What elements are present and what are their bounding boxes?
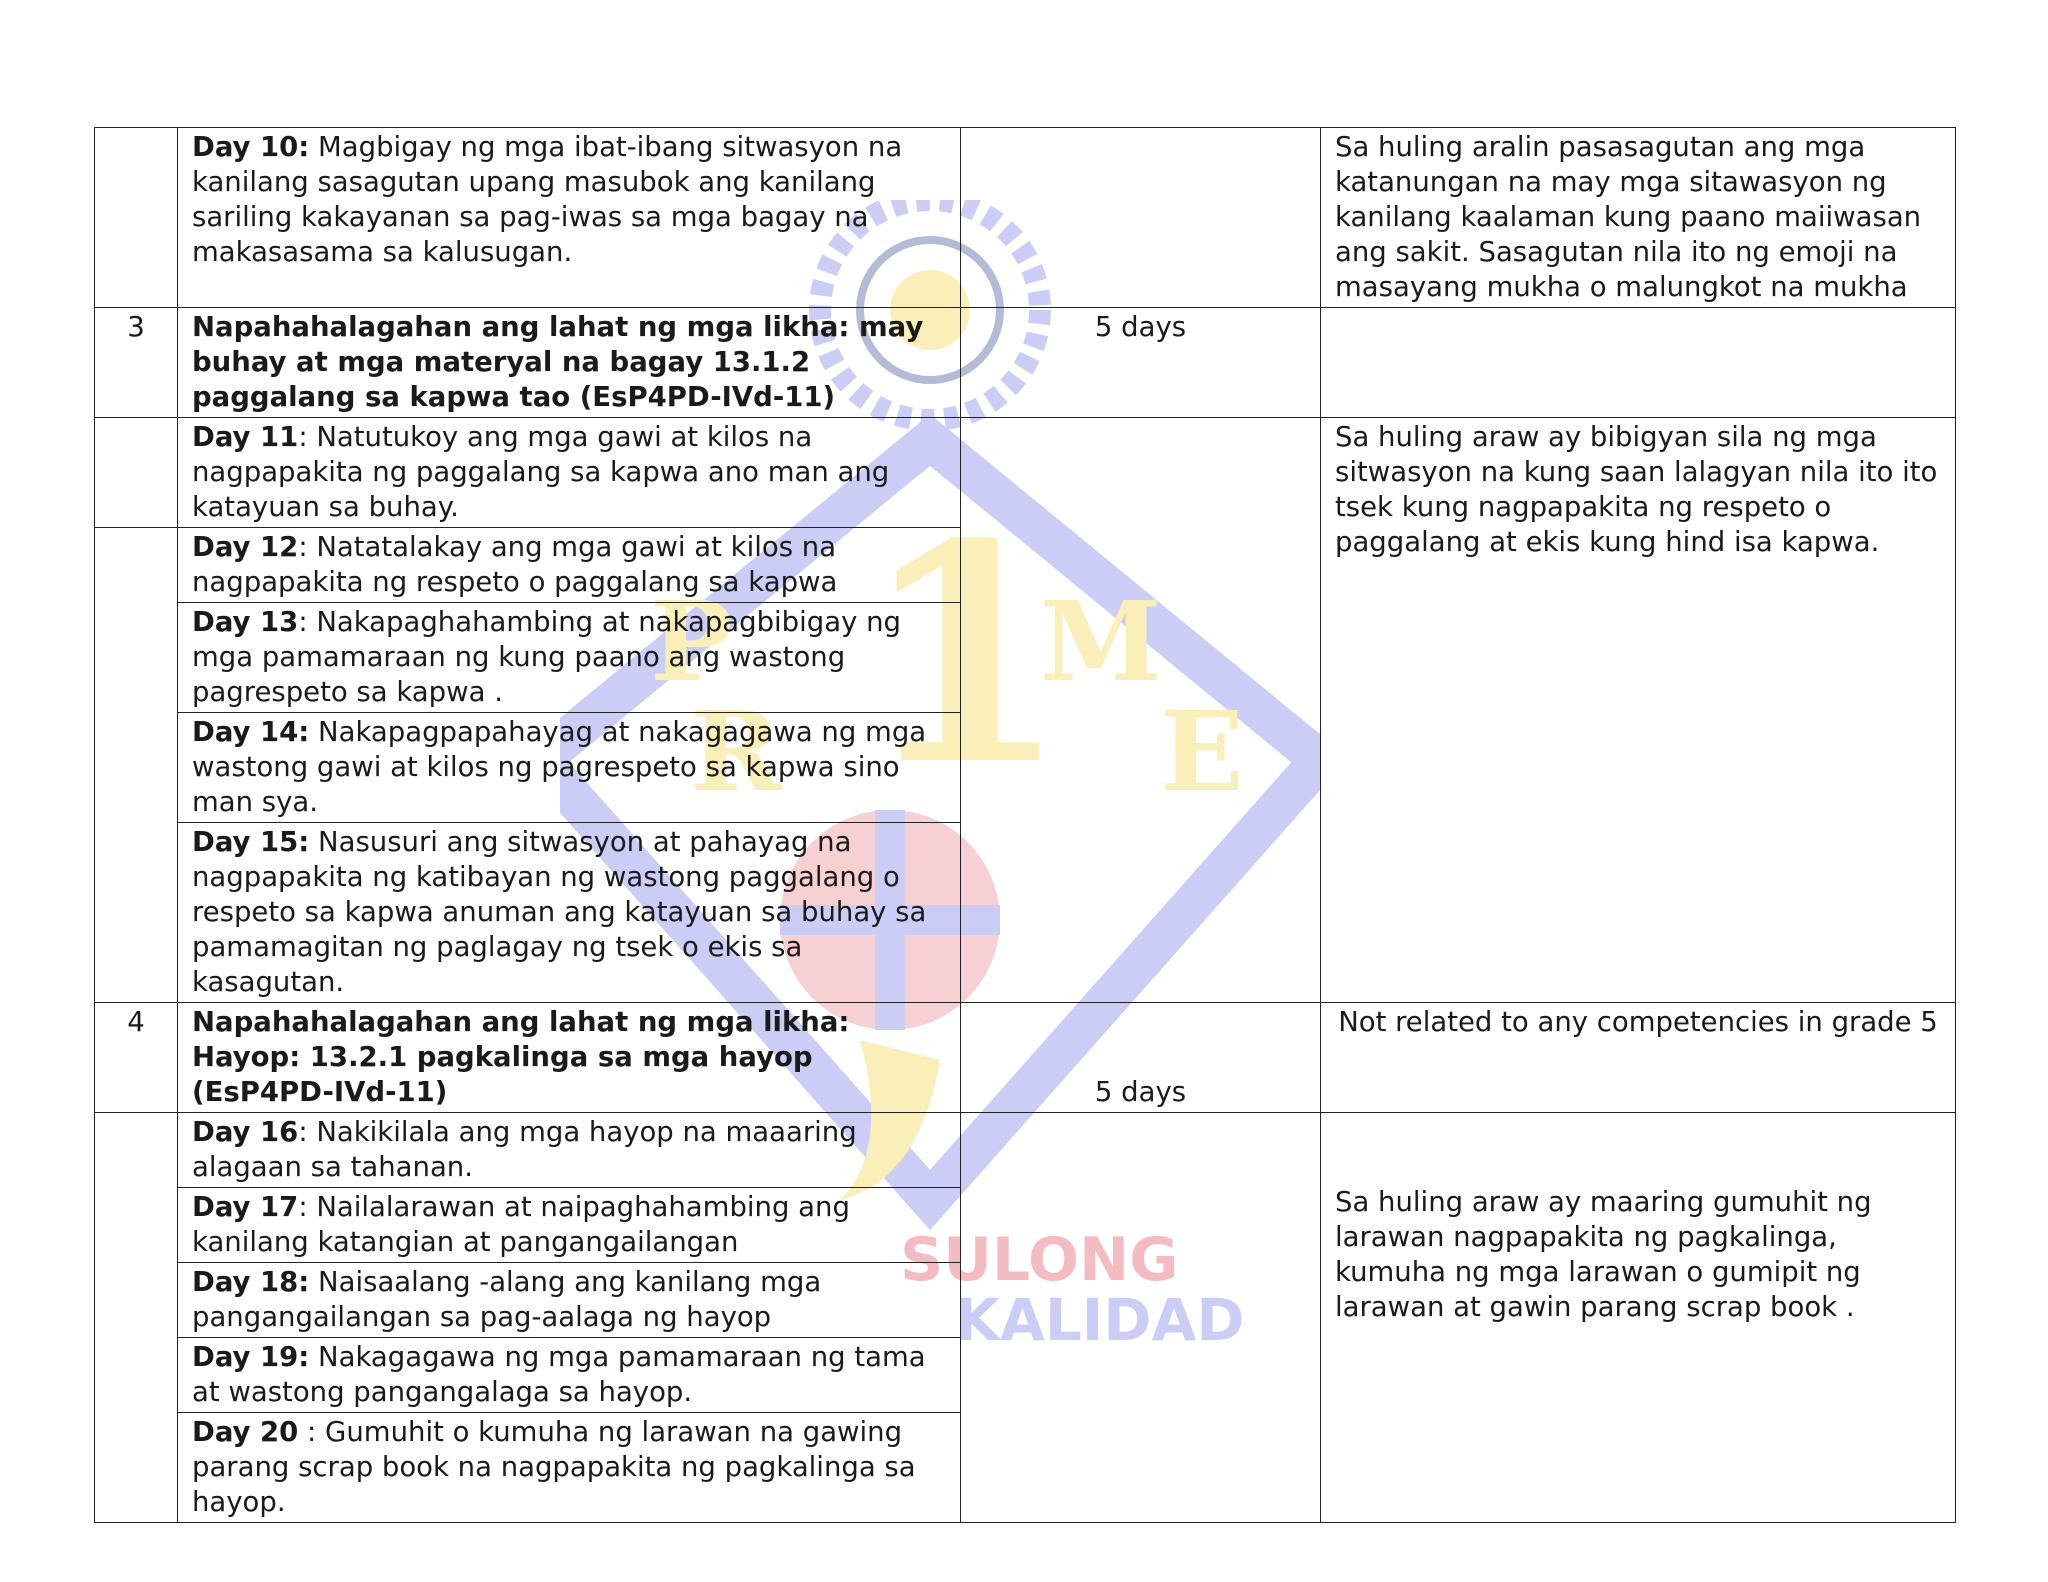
day-description: Nasusuri ang sitwasyon at pahayag na nagpapakita ng katibayan ng wastong paggalang o respeto sa kapwa anuman ang katayuan sa buhay sa pamamagitan ng paglagay ng tsek o ekis sa kasagutan.	[192, 826, 927, 998]
day-description: : Natatalakay ang mga gawi at kilos na nagpapakita ng respeto o paggalang sa kapwa	[192, 531, 838, 598]
slogan-kalidad: KALIDAD	[955, 1286, 1245, 1354]
table-row	[95, 308, 1956, 418]
table-row	[95, 1003, 1956, 1113]
day-description: : Nailalarawan at naipaghahambing ang kanilang katangian at pangangailangan	[192, 1191, 850, 1258]
table-row	[95, 128, 1956, 308]
day-label: Day 14:	[192, 716, 310, 748]
week-number-cell	[95, 1113, 178, 1523]
competency-cell: Napahahalagahan ang lahat ng mga likha: may buhay at mga materyal na bagay 13.1.2 paggalang sa kapwa tao (EsP4PD-IVd-11)	[178, 308, 961, 418]
day-description: Naisaalang -alang ang kanilang mga pangangailangan sa pag-aalaga ng hayop	[192, 1266, 822, 1333]
duration-cell	[961, 128, 1321, 308]
day-cell	[178, 418, 961, 528]
day-label: Day 15:	[192, 826, 310, 858]
day-label: Day 20	[192, 1416, 299, 1448]
week-number: 4	[95, 1003, 178, 1113]
day-description: : Natutukoy ang mga gawi at kilos na nagpapakita ng paggalang sa kapwa ano man ang katayuan sa buhay.	[192, 421, 890, 523]
day-description: : Gumuhit o kumuha ng larawan na gawing parang scrap book na nagpapakita ng pagkalinga sa hayop.	[192, 1416, 916, 1518]
day-cell	[178, 528, 961, 603]
day-description: : Nakapaghahambing at nakapagbibigay ng mga pamamaraan ng kung paano ang wastong pagrespeto sa kapwa .	[192, 606, 901, 708]
assessment-cell: Sa huling aralin pasasagutan ang mga katanungan na may mga sitawasyon ng kanilang kaalaman kung paano maiiwasan ang sakit. Sasagutan nila ito ng emoji na masayang mukha o malungkot na mukha	[1321, 128, 1956, 308]
duration-cell: 5 days	[961, 1003, 1321, 1113]
day-cell	[178, 1413, 961, 1523]
lesson-plan-table	[94, 127, 1956, 1523]
day-cell	[178, 1188, 961, 1263]
day-description: Magbigay ng mga ibat-ibang sitwasyon na kanilang sasagutan upang masubok ang kanilang sariling kakayanan sa pag-iwas sa mga bagay na makasasama sa kalusugan.	[192, 131, 903, 268]
day-cell	[178, 1263, 961, 1338]
letter-p: P	[650, 577, 733, 706]
competency-cell: Napahahalagahan ang lahat ng mga likha: Hayop: 13.2.1 pagkalinga sa mga hayop (EsP4PD-IVd-11)	[178, 1003, 961, 1113]
duration-cell: 5 days	[961, 308, 1321, 418]
letter-m: M	[1040, 577, 1162, 706]
day-label: Day 18:	[192, 1266, 310, 1298]
day-label: Day 17	[192, 1191, 299, 1223]
week-number-cell	[95, 128, 178, 308]
relation-note-cell: Not related to any competencies in grade 5	[1321, 1003, 1956, 1113]
big-numeral: 1	[860, 478, 1069, 831]
day-label: Day 12	[192, 531, 299, 563]
day-cell	[178, 713, 961, 823]
duration-cell	[961, 418, 1321, 1003]
week-number-cell	[95, 528, 178, 1003]
assessment-cell: Sa huling araw ay bibigyan sila ng mga sitwasyon na kung saan lalagyan nila ito ito tsek kung nagpapakita ng respeto o paggalang at ekis kung hind isa kapwa.	[1321, 418, 1956, 1003]
day-label: Day 11	[192, 421, 299, 453]
day-cell	[178, 1113, 961, 1188]
week-number-cell	[95, 418, 178, 528]
day-label: Day 19:	[192, 1341, 310, 1373]
table-row	[95, 1113, 1956, 1188]
assessment-text: Sa huling araw ay maaring gumuhit ng larawan nagpapakita ng pagkalinga, kumuha ng mga larawan o gumipit ng larawan at gawin parang scrap book .	[1335, 1186, 1872, 1323]
day-description: Nakagagawa ng mga pamamaraan ng tama at wastong pangangalaga sa hayop.	[192, 1341, 926, 1408]
day-label: Day 16	[192, 1116, 299, 1148]
assessment-cell	[1321, 1113, 1956, 1523]
week-number: 3	[95, 308, 178, 418]
day-cell	[178, 1338, 961, 1413]
slogan-sulong: SULONG	[900, 1225, 1179, 1295]
day-description: : Nakikilala ang mga hayop na maaaring alagaan sa tahanan.	[192, 1116, 857, 1183]
day-label: Day 13	[192, 606, 299, 638]
day-cell	[178, 128, 961, 308]
day-cell	[178, 823, 961, 1003]
letter-e: E	[1160, 687, 1244, 816]
letter-r: R	[690, 687, 782, 816]
day-cell	[178, 603, 961, 713]
day-description: Nakapagpapahayag at nakagagawa ng mga wastong gawi at kilos ng pagrespeto sa kapwa sino man sya.	[192, 716, 927, 818]
assessment-cell	[1321, 308, 1956, 418]
duration-cell	[961, 1113, 1321, 1523]
day-label: Day 10:	[192, 131, 310, 163]
table-row	[95, 418, 1956, 528]
